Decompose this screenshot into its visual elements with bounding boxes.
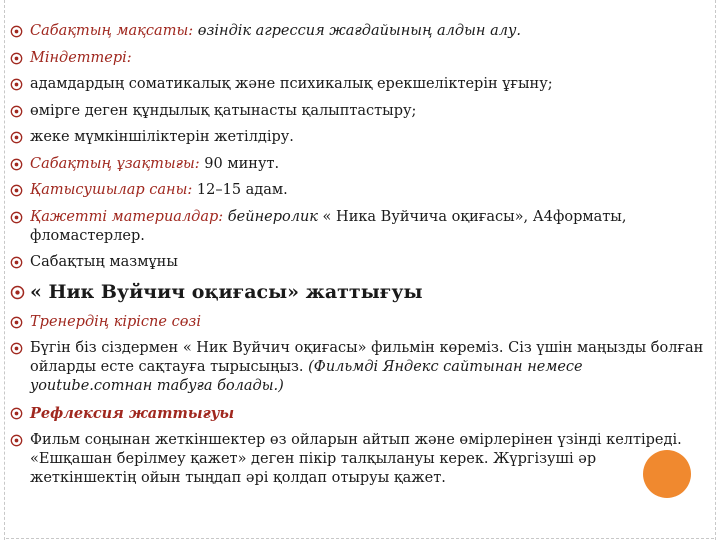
list-item-task-1	[8, 75, 706, 94]
frame-right-border	[715, 0, 720, 540]
list-item-task-2	[8, 102, 706, 121]
target-bullet-icon	[10, 184, 23, 197]
target-bullet-icon	[10, 211, 23, 224]
content-list	[8, 22, 706, 496]
list-item-task-3	[8, 128, 706, 147]
task-3-text: жеке мүмкіншіліктерін жетілдіру.	[30, 129, 294, 145]
discussion-text: Фильм соңынан жеткіншектер өз ойларын айтып және өмірлерінен үзінді келтіреді. «Ешқашан берілмеу қажет» деген пікір талқылануы керек. Жүргізуші әр жеткіншектің ойын тыңдап әрі қолдап отыруы қажет.	[30, 432, 682, 486]
target-bullet-icon	[10, 342, 23, 355]
exercise-heading: « Ник Вуйчич оқиғасы» жаттығуы	[30, 280, 423, 303]
materials-italic: бейнеролик	[223, 208, 318, 225]
target-bullet-icon	[10, 256, 23, 269]
target-bullet-icon	[10, 434, 23, 447]
target-bullet-icon	[10, 316, 23, 329]
list-item-content-title	[8, 253, 706, 272]
target-bullet-icon	[10, 407, 23, 420]
frame-bottom-border	[6, 538, 714, 539]
list-item-film	[8, 339, 706, 396]
target-bullet-icon	[10, 158, 23, 171]
target-bullet-icon	[10, 105, 23, 118]
participants-label: Қатысушылар саны:	[30, 182, 193, 198]
participants-text: 12–15 адам.	[192, 182, 288, 198]
target-bullet-icon	[10, 25, 23, 38]
list-item-discussion	[8, 431, 706, 488]
list-item-materials	[8, 208, 706, 246]
task-1-text: адамдардың соматикалық және психикалық ерекшеліктерін ұғыну;	[30, 76, 553, 92]
materials-text: « Ника Вуйчича оқиғасы», А4форматы, фломастерлер.	[30, 208, 627, 244]
film-text: Бүгін біз сіздермен « Ник Вуйчич оқиғасы» фильмін көреміз. Сіз үшін маңызды болған ойларды есте сақтауға тырысыңыз.	[30, 340, 704, 375]
list-item-intro	[8, 313, 706, 332]
intro-label: Тренердің кіріспе сөзі	[30, 313, 201, 330]
duration-label: Сабақтың ұзақтығы:	[30, 155, 200, 172]
list-item-participants	[8, 181, 706, 200]
goal-label: Сабақтың мақсаты:	[30, 23, 194, 39]
tasks-label: Міндеттері:	[30, 49, 132, 66]
frame-left-border	[0, 0, 5, 540]
target-bullet-icon	[10, 285, 25, 300]
list-item-duration	[8, 155, 706, 174]
content-title-text: Сабақтың мазмұны	[30, 254, 178, 270]
target-bullet-icon	[10, 78, 23, 91]
list-item-tasks	[8, 49, 706, 68]
goal-text: өзіндік агрессия жағдайының алдын алу.	[193, 23, 521, 39]
target-bullet-icon	[10, 52, 23, 65]
materials-label: Қажетті материалдар:	[30, 208, 224, 225]
target-bullet-icon	[10, 131, 23, 144]
task-2-text: өмірге деген құндылық қатынасты қалыптастыру;	[30, 102, 417, 119]
reflection-label: Рефлексия жаттығуы	[30, 404, 235, 422]
list-item-exercise-heading	[8, 280, 706, 304]
list-item-reflection	[8, 404, 706, 424]
list-item-goal	[8, 22, 706, 41]
duration-text: 90 минут.	[199, 155, 280, 172]
film-italic: (Фильмді Яндекс сайтынан немесе youtube.comнан табуға болады.)	[30, 359, 583, 394]
